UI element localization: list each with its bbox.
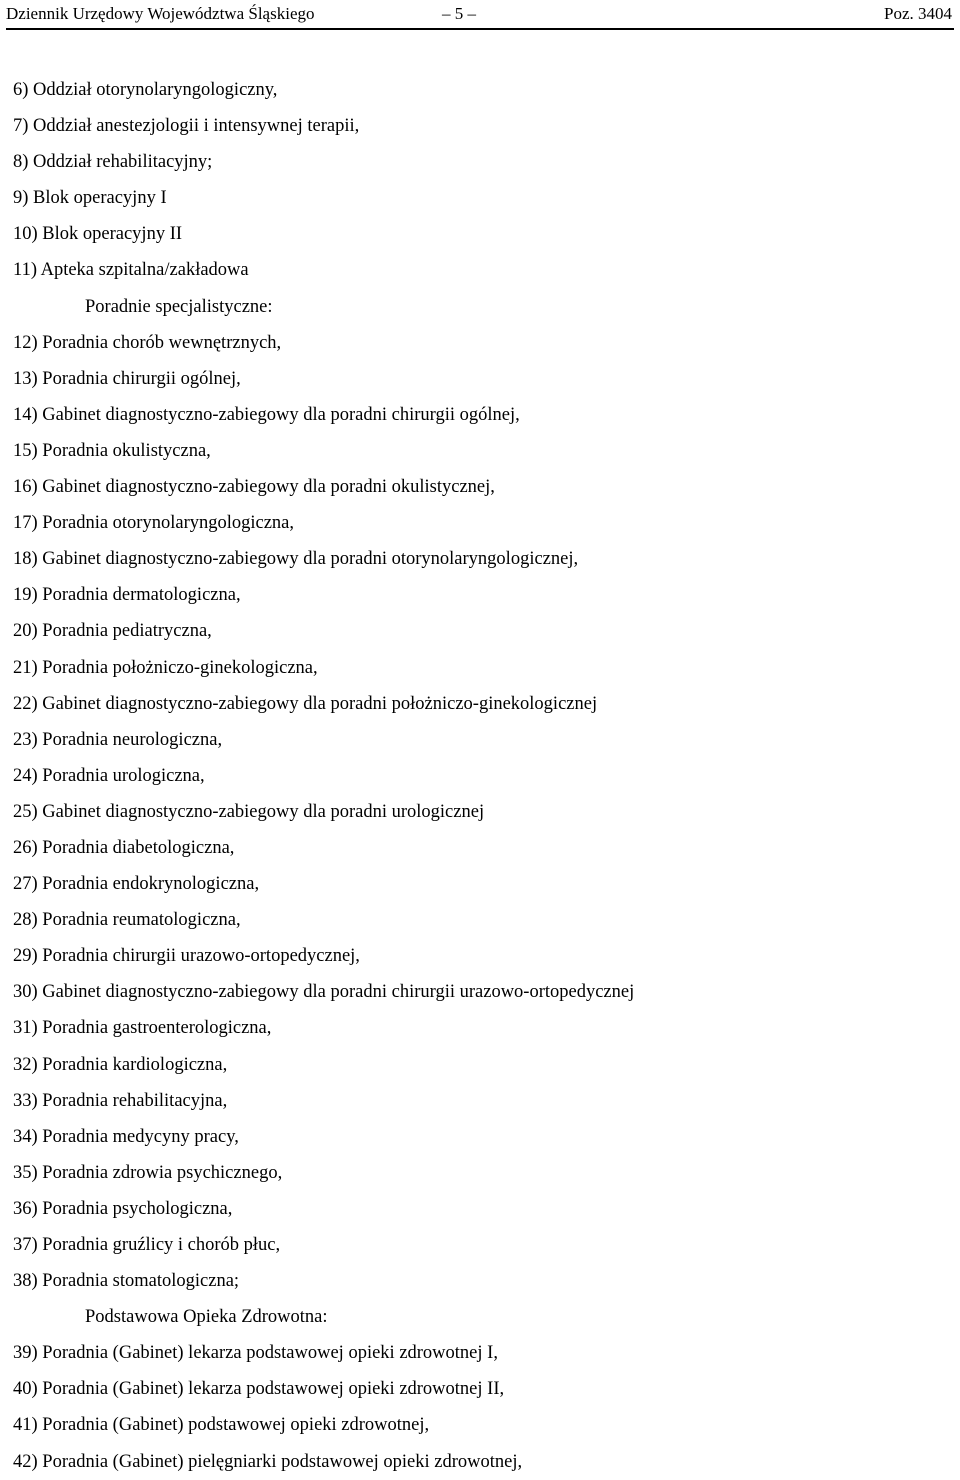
list-item: 19) Poradnia dermatologiczna, xyxy=(13,585,241,606)
list-item: 26) Poradnia diabetologiczna, xyxy=(13,837,235,858)
journal-title: Dziennik Urzędowy Województwa Śląskiego xyxy=(6,4,315,23)
list-item: 10) Blok operacyjny II xyxy=(13,224,183,245)
list-item: 24) Poradnia urologiczna, xyxy=(13,765,205,786)
list-item: 33) Poradnia rehabilitacyjna, xyxy=(13,1090,228,1111)
list-item: 32) Poradnia kardiologiczna, xyxy=(13,1054,228,1075)
list-item: 21) Poradnia położniczo-ginekologiczna, xyxy=(13,657,318,678)
section-heading: Poradnie specjalistyczne: xyxy=(85,296,273,317)
document-list xyxy=(13,72,953,1480)
list-item: 39) Poradnia (Gabinet) lekarza podstawowej opieki zdrowotnej I, xyxy=(13,1343,498,1364)
list-item: 11) Apteka szpitalna/zakładowa xyxy=(13,260,249,281)
list-item: 23) Poradnia neurologiczna, xyxy=(13,729,223,750)
list-item: 30) Gabinet diagnostyczno-zabiegowy dla poradni chirurgii urazowo-ortopedycznej xyxy=(13,982,635,1003)
list-item: 27) Poradnia endokrynologiczna, xyxy=(13,874,260,895)
list-item: 15) Poradnia okulistyczna, xyxy=(13,440,211,461)
position-number: Poz. 3404 xyxy=(884,4,952,23)
list-item: 12) Poradnia chorób wewnętrznych, xyxy=(13,332,282,353)
list-item: 37) Poradnia gruźlicy i chorób płuc, xyxy=(13,1235,281,1255)
list-item: 38) Poradnia stomatologiczna; xyxy=(13,1271,240,1292)
list-item: 36) Poradnia psychologiczna, xyxy=(13,1198,233,1219)
list-item: 28) Poradnia reumatologiczna, xyxy=(13,910,241,931)
list-item: 17) Poradnia otorynolaryngologiczna, xyxy=(13,513,295,534)
list-item: 7) Oddział anestezjologii i intensywnej terapii, xyxy=(13,116,360,137)
list-item: 9) Blok operacyjny I xyxy=(13,188,167,209)
list-item: 41) Poradnia (Gabinet) podstawowej opieki zdrowotnej, xyxy=(13,1415,430,1436)
list-item: 29) Poradnia chirurgii urazowo-ortopedycznej, xyxy=(13,946,360,967)
list-item: 40) Poradnia (Gabinet) lekarza podstawowej opieki zdrowotnej II, xyxy=(13,1379,505,1400)
list-item: 13) Poradnia chirurgii ogólnej, xyxy=(13,368,241,389)
list-item: 18) Gabinet diagnostyczno-zabiegowy dla poradni otorynolaryngologicznej, xyxy=(13,549,579,570)
page-number: – 5 – xyxy=(442,4,476,23)
list-item: 22) Gabinet diagnostyczno-zabiegowy dla poradni położniczo-ginekologicznej xyxy=(13,693,598,714)
list-item: 31) Poradnia gastroenterologiczna, xyxy=(13,1018,272,1039)
list-item: 25) Gabinet diagnostyczno-zabiegowy dla poradni urologicznej xyxy=(13,801,485,822)
list-item: 14) Gabinet diagnostyczno-zabiegowy dla poradni chirurgii ogólnej, xyxy=(13,404,520,425)
list-item: 6) Oddział otorynolaryngologiczny, xyxy=(13,80,278,100)
list-item: 16) Gabinet diagnostyczno-zabiegowy dla poradni okulistycznej, xyxy=(13,477,495,498)
list-item: 42) Poradnia (Gabinet) pielęgniarki podstawowej opieki zdrowotnej, xyxy=(13,1451,523,1472)
page-header xyxy=(6,0,954,30)
list-item: 20) Poradnia pediatryczna, xyxy=(13,621,212,642)
list-item: 35) Poradnia zdrowia psychicznego, xyxy=(13,1162,283,1183)
section-heading: Podstawowa Opieka Zdrowotna: xyxy=(85,1307,328,1328)
list-item: 8) Oddział rehabilitacyjny; xyxy=(13,152,213,173)
list-item: 34) Poradnia medycyny pracy, xyxy=(13,1126,239,1147)
